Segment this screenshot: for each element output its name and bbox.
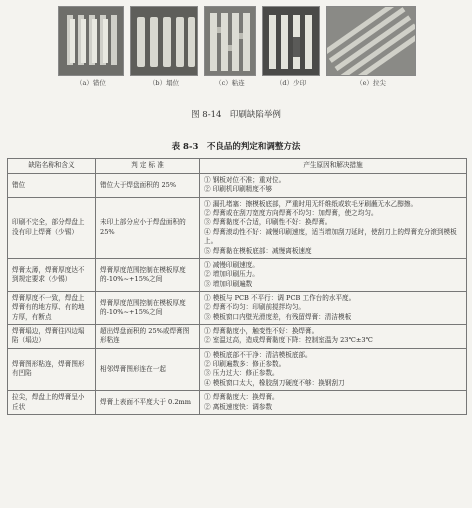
measure-item: ① 钢板对位不准；重对位。 <box>204 176 286 184</box>
criterion: 错位大于焊盘面积的 25% <box>96 174 200 198</box>
criterion: 超出焊盘面积的 25%或焊膏图形粘连 <box>96 325 200 349</box>
photo-caption: （a）错位 <box>76 79 106 87</box>
figure-title: 图 8-14 印刷缺陷举例 <box>191 110 281 120</box>
measure-item: ③ 增加印刷遍数 <box>204 279 253 288</box>
photo-c-image <box>204 6 256 76</box>
measures <box>200 325 467 349</box>
measure-item: ② 增加印刷压力。 <box>204 270 259 279</box>
measure-item: ① 模板与 PCB 不平行：调 PCB 工作台的水平度。 <box>204 293 356 302</box>
defect-name: 印刷不完全，部分焊盘上没有印上焊膏（少锡） <box>8 197 96 258</box>
photo-a-image <box>58 6 124 76</box>
photo-peaking <box>326 6 416 87</box>
measures <box>200 391 467 415</box>
criterion: 焊膏上表面不平度大于 0.2mm <box>96 391 200 415</box>
measure-item: ① 减慢印刷速度。 <box>204 260 259 269</box>
measure-item: ② 印刷遍数多：修正参数。 <box>204 360 286 369</box>
defect-name: 错位 <box>8 174 96 198</box>
defect-photos <box>58 6 418 88</box>
measure-item: ④ 焊膏滚动性不好：减慢印刷速度，适当增加刮刀延时，使刮刀上的焊膏充分滚到模板上。 <box>204 227 457 246</box>
table-row <box>8 258 467 291</box>
table-row <box>8 174 467 198</box>
table-row <box>8 325 467 349</box>
photo-slump <box>130 6 198 87</box>
header-measures: 产生原因和解决措施 <box>200 159 467 174</box>
defect-name: 焊膏厚度不一致，焊盘上焊膏有的地方厚、有的地方厚，有断点 <box>8 291 96 324</box>
defect-name: 拉尖，焊盘上的焊膏呈小丘状 <box>8 391 96 415</box>
criterion: 焊膏厚度范围控制在模板厚度的-10%~+15%之间 <box>96 291 200 324</box>
defect-name: 焊膏塌边，焊膏往四边塌陷（塌边） <box>8 325 96 349</box>
measures <box>200 348 467 390</box>
measure-item: ① 焊膏黏度大：换焊膏。 <box>204 393 279 402</box>
photo-caption: （e）拉尖 <box>356 79 386 87</box>
table-title: 表 8-3 不良品的判定和调整方法 <box>171 142 301 152</box>
table-row <box>8 391 467 415</box>
photo-e-image <box>326 6 416 76</box>
table-row <box>8 291 467 324</box>
measure-item: ③ 焊膏黏度不合适，印刷性不好：换焊膏。 <box>204 218 332 227</box>
header-criterion: 判 定 标 准 <box>96 159 200 174</box>
measures <box>200 174 467 198</box>
measure-item: ③ 模板窗口内壁光滑度差，有残留焊膏：清洁模板 <box>204 312 352 321</box>
measure-item: ① 焊膏黏度小，触变性不好：换焊膏。 <box>204 327 319 336</box>
header-defect-name: 缺陷名称和含义 <box>8 159 96 174</box>
measure-item: ② 焊膏或在刮刀宽度方向焊膏不均匀：加焊膏，使之均匀。 <box>204 209 378 218</box>
measure-item: ① 漏孔堵塞：擦模板底部，严重时用无纤维纸或软毛牙刷蘸无水乙醇擦。 <box>204 199 418 208</box>
photo-caption: （b）塌位 <box>148 79 180 87</box>
table-header-row <box>8 159 467 174</box>
photo-caption: （d）少印 <box>275 79 307 87</box>
criterion: 未印上部分应小于焊盘面积的 25% <box>96 197 200 258</box>
measure-item: ② 焊膏不均匀：印刷前搅拌均匀。 <box>204 303 306 312</box>
measure-item: ② 印刷机印刷精度不够 <box>204 185 273 194</box>
photo-caption: （c）粘连 <box>215 79 245 87</box>
measure-item: ⑤ 焊膏黏在模板底部：减慢离板速度 <box>204 246 312 255</box>
criterion: 相邻焊膏图形连在一起 <box>96 348 200 390</box>
measure-item: ② 室温过高，造成焊膏黏度下降：控制室温为 23℃±3℃ <box>204 336 373 345</box>
measure-item: ② 离板速度快：调参数 <box>204 402 273 411</box>
defect-name: 焊膏图形粘连，焊膏图形有凹陷 <box>8 348 96 390</box>
photo-d-image <box>262 6 320 76</box>
criterion: 焊膏厚度范围控制在模板厚度的-10%~+15%之间 <box>96 258 200 291</box>
table-row <box>8 348 467 390</box>
photo-bridging <box>204 6 256 87</box>
measure-item: ① 模板底部不干净：清洁模板底部。 <box>204 350 312 359</box>
measures <box>200 258 467 291</box>
table-row <box>8 197 467 258</box>
photo-b-image <box>130 6 198 76</box>
measures <box>200 291 467 324</box>
photo-insufficient <box>262 6 320 87</box>
measures <box>200 197 467 258</box>
measure-item: ③ 压力过大：修正参数。 <box>204 369 279 378</box>
photo-misalignment <box>58 6 124 87</box>
defect-name: 焊膏太薄，焊膏厚度达不到规定要求（少锡） <box>8 258 96 291</box>
defect-table <box>7 158 467 415</box>
measure-item: ④ 模板窗口太大，橡胶刮刀硬度不够：换钢刮刀 <box>204 378 345 387</box>
